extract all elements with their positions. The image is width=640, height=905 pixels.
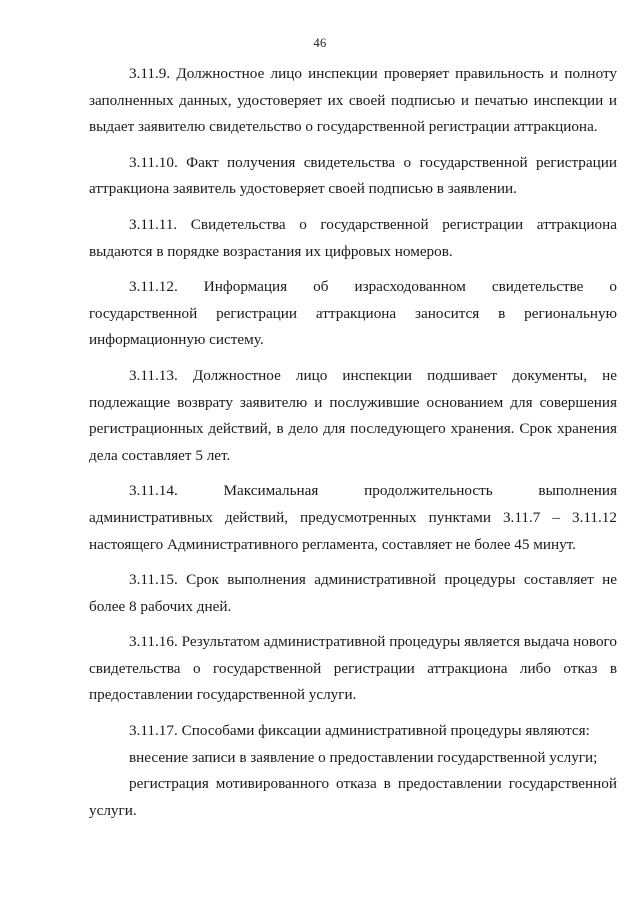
paragraph-3-11-12: 3.11.12. Информация об израсходованном свидетельстве о государственной регистрации аттракциона заносится в региональную информационную систему. xyxy=(89,278,617,349)
paragraph-3-11-9: 3.11.9. Должностное лицо инспекции проверяет правильность и полноту заполненных данных, удостоверяет их своей подписью и печатью инспекции и выдает заявителю свидетельство о государственной регистрации аттракциона. xyxy=(89,65,617,136)
list-item-record-entry: внесение записи в заявление о предоставлении государственной услуги; xyxy=(129,748,598,766)
page-number: 46 xyxy=(313,36,327,50)
paragraph-3-11-15: 3.11.15. Срок выполнения административной процедуры составляет не более 8 рабочих дней. xyxy=(89,571,617,615)
paragraph-3-11-14: 3.11.14. Максимальная продолжительность выполнения административных действий, предусмотренных пунктами 3.11.7 – 3.11.12 настоящего Административного регламента, составляет не более 45 минут. xyxy=(89,482,617,553)
paragraph-3-11-13: 3.11.13. Должностное лицо инспекции подшивает документы, не подлежащие возврату заявителю и послужившие основанием для совершения регистрационных действий, в дело для последующего хранения. Срок хранения дела составляет 5 лет. xyxy=(89,366,617,464)
list-item-refusal-registration: регистрация мотивированного отказа в предоставлении государственной услуги. xyxy=(89,775,617,819)
paragraph-3-11-16: 3.11.16. Результатом административной процедуры является выдача нового свидетельства о государственной регистрации аттракциона либо отказ в предоставлении государственной услуги. xyxy=(89,633,617,704)
paragraph-3-11-11: 3.11.11. Свидетельства о государственной регистрации аттракциона выдаются в порядке возрастания их цифровых номеров. xyxy=(89,215,617,260)
document-body xyxy=(89,61,617,833)
paragraph-3-11-17: 3.11.17. Способами фиксации административной процедуры являются: xyxy=(129,722,590,740)
paragraph-3-11-10: 3.11.10. Факт получения свидетельства о государственной регистрации аттракциона заявитель удостоверяет своей подписью в заявлении. xyxy=(89,153,617,198)
